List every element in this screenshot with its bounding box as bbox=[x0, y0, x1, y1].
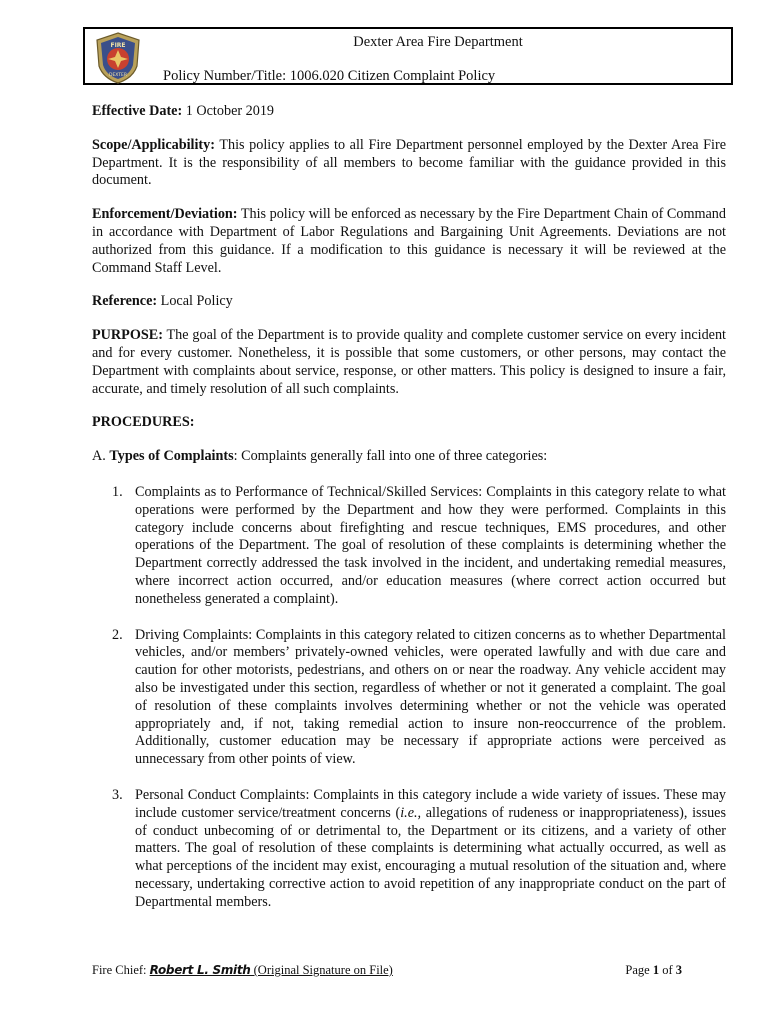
section-a-text: : Complaints generally fall into one of three categories: bbox=[233, 448, 548, 465]
chief-signature: Robert L. Smith bbox=[149, 963, 251, 977]
list-item-italic: i.e., bbox=[400, 804, 422, 821]
effective-date-value: 1 October 2019 bbox=[182, 103, 275, 119]
fire-chief-label: Fire Chief: bbox=[92, 963, 150, 977]
section-a-label: Types of Complaints bbox=[109, 448, 234, 465]
original-signature-note: (Original Signature on File) bbox=[250, 963, 393, 977]
page-prefix: Page bbox=[625, 963, 653, 977]
procedures-heading bbox=[92, 414, 726, 432]
enforcement-paragraph bbox=[92, 206, 726, 277]
list-item bbox=[92, 484, 726, 609]
procedures-heading-text: PROCEDURES: bbox=[92, 414, 195, 431]
effective-date bbox=[92, 103, 726, 121]
list-item-number: 2. bbox=[112, 626, 123, 643]
document-body bbox=[92, 103, 726, 929]
list-item-text: Driving Complaints: Complaints in this category related to citizen concerns as to whether Departmental vehicles, and/or members’ privately-owned vehicles, were operated lawfully and with due care and caution for other motorists, pedestrians, and others on or near the roadway. Any vehicle accident may also be investigated under this section, regardless of whether or not it generated a complaint. The goal of resolution of these complaints involves determining whether or not the vehicle was operated appropriately and, if not, taking remedial action to insure non-reoccurrence of the problem. Additionally, customer education may be necessary if appropriate actions were perceived as unnecessary from other points of view. bbox=[135, 626, 726, 768]
complaint-types-list bbox=[92, 484, 726, 912]
list-item-number: 3. bbox=[112, 786, 123, 803]
page-current: 1 bbox=[652, 963, 660, 977]
scope-paragraph bbox=[92, 137, 726, 190]
list-item-text: Complaints as to Performance of Technical/Skilled Services: Complaints in this category relate to what operations were performed by the Department and how they were performed. Complaints in this category include concerns about firefighting and rescue techniques, EMS procedures, and other operations of the Department. The goal of resolution of these complaints is determining whether the Department correctly addressed the task involved in the incident, and undertaking remedial measures, where incorrect action occurred, and/or education measures (where correct action occurred but nonetheless generated a complaint). bbox=[135, 483, 726, 607]
list-item-text-before: Personal Conduct Complaints: Complaints in this category include a wide variety of issues. These may include customer service/treatment concerns ( bbox=[135, 786, 726, 821]
department-name: Dexter Area Fire Department bbox=[353, 34, 523, 50]
scope-label: Scope/Applicability: bbox=[92, 136, 215, 153]
seal-bottom-text: DEXTER bbox=[108, 73, 128, 78]
reference-label: Reference: bbox=[92, 293, 158, 310]
section-a bbox=[92, 448, 726, 466]
reference-text: Local Policy bbox=[157, 293, 233, 310]
effective-date-label: Effective Date: bbox=[92, 103, 183, 119]
section-a-prefix: A. bbox=[92, 448, 110, 465]
purpose-paragraph bbox=[92, 327, 726, 398]
scope-text: This policy applies to all Fire Department personnel employed by the Dexter Area Fire Department. It is the responsibility of all members to become familiar with the guidance provided in this document. bbox=[92, 136, 726, 189]
policy-title: Policy Number/Title: 1006.020 Citizen Complaint Policy bbox=[163, 68, 496, 84]
purpose-label: PURPOSE: bbox=[92, 327, 163, 344]
page-of: of bbox=[659, 963, 676, 977]
page-total: 3 bbox=[675, 963, 682, 977]
list-item bbox=[92, 787, 726, 912]
page-number bbox=[625, 963, 682, 978]
reference-paragraph bbox=[92, 293, 726, 311]
purpose-text: The goal of the Department is to provide quality and complete customer service on every incident and for every customer. Nonetheless, it is possible that some customers, or other persons, may contact the Department with complaints about service, response, or other matters. This policy is designed to insure a fair, accurate, and timely resolution of all such complaints. bbox=[92, 327, 726, 397]
seal-top-text: FIRE bbox=[110, 42, 126, 49]
footer-signature-line bbox=[92, 963, 393, 978]
header-box bbox=[83, 27, 733, 85]
enforcement-label: Enforcement/Deviation: bbox=[92, 206, 238, 223]
list-item bbox=[92, 627, 726, 769]
list-item-number: 1. bbox=[112, 483, 123, 500]
enforcement-text: This policy will be enforced as necessary by the Fire Department Chain of Command in accordance with Department of Labor Regulations and Bargaining Unit Agreements. Deviations are not authorized from this guidance. If a modification to this guidance is necessary it will be reviewed at the Command Staff Level. bbox=[92, 206, 726, 276]
list-item-text-after: allegations of rudeness or inappropriateness), issues of conduct unbecoming of or detrimental to, the Department or its citizens, and a variety of other matters. The goal of resolution of these complaints is determining what actually occurred, as well as what perceptions of the incident may exist, encouraging a mutual resolution of the situation and, where necessary, undertaking corrective action to avoid repetition of any inappropriate conduct on the part of Departmental members. bbox=[135, 804, 727, 910]
